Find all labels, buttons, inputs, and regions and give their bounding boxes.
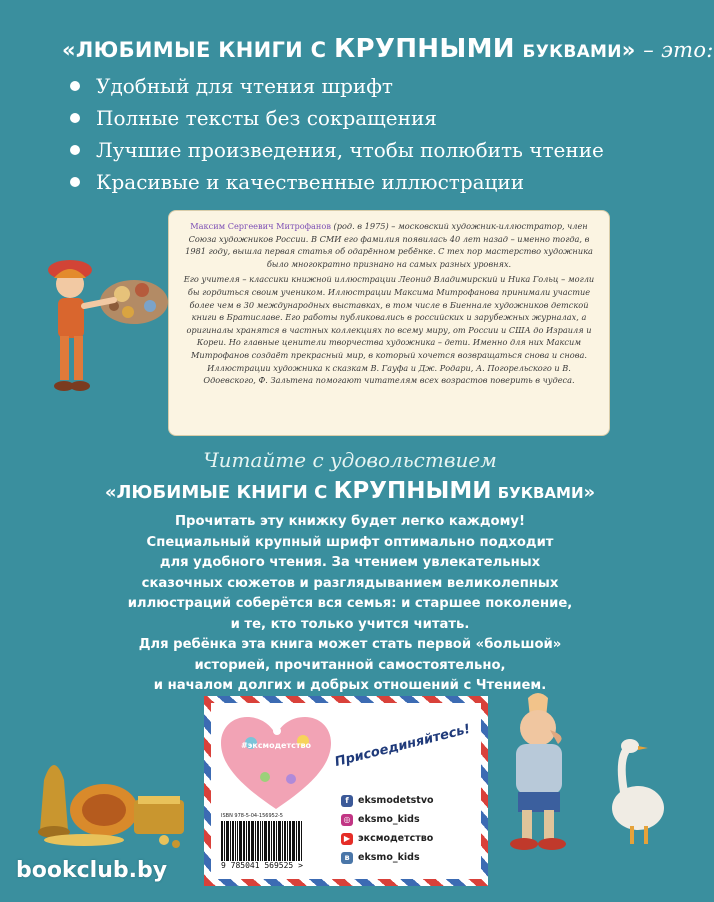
series2-open-quote: « — [104, 482, 117, 503]
boy-illustration — [26, 240, 176, 400]
series2-part1: ЛЮБИМЫЕ КНИГИ С — [116, 482, 328, 503]
social-label: eksmo_kids — [358, 814, 420, 825]
bookclub-watermark: bookclub.by — [16, 858, 168, 883]
bullet-icon — [70, 177, 80, 187]
description-line: Для ребёнка эта книга может стать первой «большой» — [138, 637, 562, 652]
description-line: Специальный крупный шрифт оптимально подходит — [146, 534, 554, 550]
series-part3: БУКВАМИ — [522, 42, 622, 62]
series2-part3: БУКВАМИ — [497, 484, 584, 502]
series-title-2 — [0, 478, 700, 504]
feature-item — [64, 134, 664, 166]
facebook-icon: f — [341, 795, 353, 807]
illustrator-name: Максим Сергеевич Митрофанов — [190, 221, 331, 231]
read-with-pleasure-title: Читайте с удовольствием — [203, 448, 497, 472]
description-line: и началом долгих и добрых отношений с Чтением. — [153, 678, 547, 693]
bullet-icon — [70, 145, 80, 155]
series-title — [62, 34, 714, 64]
description-line: для удобного чтения. За чтением увлекательных — [159, 555, 541, 570]
bio-text-1: (род. в 1975) – московский художник-иллюстратор, член Союза художников России. В СМИ его фамилия появилась 40 лет назад – именно тогда, в 1981 году, вышла первая статья об одарённом ребёнке. С тех пор мастерство художника было многократно признано на самых разных уровнях. — [185, 221, 593, 269]
feature-text: Лучшие произведения, чтобы полюбить чтение — [96, 138, 604, 162]
barcode-number: 9 785041 569525 > — [221, 861, 303, 870]
description-line: Прочитать эту книжку будет легко каждому! — [175, 514, 525, 529]
feature-text: Удобный для чтения шрифт — [96, 74, 393, 98]
social-link-instagram[interactable] — [341, 810, 491, 829]
publisher-card — [204, 696, 488, 886]
feature-item — [64, 102, 664, 134]
feature-text: Красивые и качественные иллюстрации — [96, 170, 525, 194]
barcode-block — [221, 813, 331, 877]
series-open-quote: « — [62, 38, 76, 62]
social-link-facebook[interactable] — [341, 791, 491, 810]
instagram-icon: ◎ — [341, 814, 353, 826]
bio-paragraph-1 — [183, 220, 595, 270]
heart-icon — [217, 713, 335, 813]
book-description — [120, 512, 580, 697]
bullet-icon — [70, 113, 80, 123]
social-link-vk[interactable] — [341, 848, 491, 867]
feature-item — [64, 70, 664, 102]
youtube-icon: ▶ — [341, 833, 353, 845]
barcode-icon — [221, 821, 331, 861]
feature-text: Полные тексты без сокращения — [96, 106, 437, 130]
social-label: эксмодетство — [358, 833, 434, 844]
isbn-text: ISBN 978-5-04-156952-5 — [221, 813, 283, 819]
illustrator-bio — [168, 210, 610, 436]
bio-paragraph-2: Его учителя – классики книжной иллюстрации Леонид Владимирский и Ника Гольц – могли бы гордиться своим учеником. Иллюстрации Максима Митрофанова принимали участие более чем в 30 международных выставках, в том числе в Биеннале художников детской книги в Братиславе. Его работы публиковались в российских и зарубежных журналах, а оригиналы хранятся в частных коллекциях по всему миру, от России и США до Израиля и Кореи. Но главные ценители творчества художника – дети. Именно для них Максим Митрофанов создаёт прекрасный мир, в который хочется возвращаться снова и снова. Иллюстрации художника к сказкам В. Гауфа и Дж. Родари, А. Погорельского и В. Одоевского, Ф. Зальтена помогают читателям всех возрастов поверить в чудеса. — [183, 274, 595, 386]
social-label: eksmo_kids — [358, 852, 420, 863]
description-line: историей, прочитанной самостоятельно, — [194, 657, 506, 673]
description-line: и те, кто только учится читать. — [230, 616, 470, 632]
social-link-youtube[interactable] — [341, 829, 491, 848]
heart-hashtag: #эксмодетство — [240, 741, 312, 750]
series-part1: ЛЮБИМЫЕ КНИГИ С — [75, 38, 327, 62]
description-line: сказочных сюжетов и разглядыванием великолепных — [141, 575, 559, 591]
description-line: иллюстраций соберётся вся семья: и старшее поколение, — [127, 596, 573, 611]
series2-part2: КРУПНЫМИ — [333, 478, 492, 504]
social-label: eksmodetstvo — [358, 795, 434, 806]
series-part2: КРУПНЫМИ — [333, 34, 515, 64]
series-tail: – это: — [643, 38, 714, 62]
bullet-icon — [70, 81, 80, 91]
feature-item — [64, 166, 664, 198]
series-close-quote: » — [621, 38, 636, 62]
treasure-illustration — [24, 740, 194, 850]
dwarf-and-goose-illustration — [488, 688, 688, 858]
join-us-label: Присоединяйтесь! — [333, 721, 472, 770]
social-links — [341, 791, 491, 867]
series2-close-quote: » — [583, 482, 596, 503]
features-list — [64, 70, 664, 198]
vk-icon: в — [341, 852, 353, 864]
